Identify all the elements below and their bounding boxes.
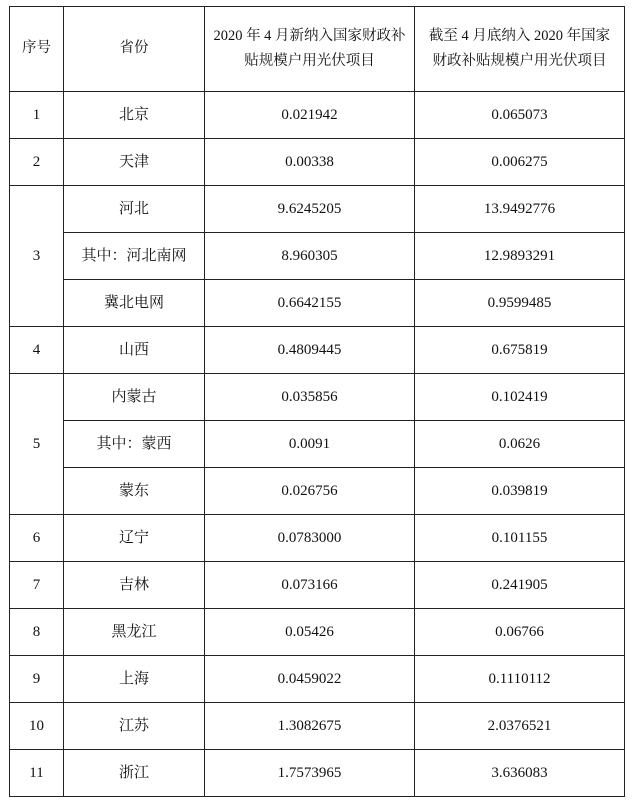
table-row [10,468,625,515]
new-april-cell: 0.00338 [205,139,415,186]
cumulative-cell: 3.636083 [415,750,625,797]
table-row [10,186,625,233]
new-april-cell: 9.6245205 [205,186,415,233]
cumulative-cell: 0.102419 [415,374,625,421]
province-cell: 北京 [64,92,205,139]
new-april-cell: 0.021942 [205,92,415,139]
header-province: 省份 [64,7,205,92]
new-april-cell: 0.073166 [205,562,415,609]
new-april-cell: 8.960305 [205,233,415,280]
new-april-cell: 0.035856 [205,374,415,421]
cumulative-cell: 12.9893291 [415,233,625,280]
table-row [10,562,625,609]
table-row [10,656,625,703]
table-row [10,750,625,797]
province-cell: 天津 [64,139,205,186]
province-cell: 河北 [64,186,205,233]
table-row [10,421,625,468]
cumulative-cell: 0.675819 [415,327,625,374]
province-cell: 辽宁 [64,515,205,562]
row-index-cell: 6 [10,515,64,562]
cumulative-cell: 0.241905 [415,562,625,609]
province-cell: 冀北电网 [64,280,205,327]
province-cell: 山西 [64,327,205,374]
cumulative-cell: 13.9492776 [415,186,625,233]
cumulative-cell: 0.065073 [415,92,625,139]
province-cell: 江苏 [64,703,205,750]
header-row [10,7,625,92]
header-cumulative: 截至 4 月底纳入 2020 年国家财政补贴规模户用光伏项目 [415,7,625,92]
new-april-cell: 0.05426 [205,609,415,656]
province-cell: 其中：河北南网 [64,233,205,280]
cumulative-cell: 0.006275 [415,139,625,186]
header-index: 序号 [10,7,64,92]
new-april-cell: 0.6642155 [205,280,415,327]
cumulative-cell: 0.9599485 [415,280,625,327]
new-april-cell: 0.0459022 [205,656,415,703]
new-april-cell: 0.0783000 [205,515,415,562]
header-new-april: 2020 年 4 月新纳入国家财政补贴规模户用光伏项目 [205,7,415,92]
table-row [10,609,625,656]
row-index-cell: 7 [10,562,64,609]
row-index-cell: 1 [10,92,64,139]
province-cell: 内蒙古 [64,374,205,421]
row-index-cell: 10 [10,703,64,750]
table-row [10,374,625,421]
table-row [10,233,625,280]
province-cell: 吉林 [64,562,205,609]
cumulative-cell: 0.039819 [415,468,625,515]
table-row [10,515,625,562]
pv-subsidy-table [9,6,625,797]
row-index-cell: 9 [10,656,64,703]
cumulative-cell: 2.0376521 [415,703,625,750]
new-april-cell: 0.0091 [205,421,415,468]
row-index-cell: 3 [10,186,64,327]
province-cell: 浙江 [64,750,205,797]
cumulative-cell: 0.101155 [415,515,625,562]
new-april-cell: 1.7573965 [205,750,415,797]
cumulative-cell: 0.06766 [415,609,625,656]
table-row [10,703,625,750]
table-body [10,92,625,797]
table-row [10,139,625,186]
table-row [10,92,625,139]
province-cell: 黑龙江 [64,609,205,656]
new-april-cell: 0.026756 [205,468,415,515]
new-april-cell: 0.4809445 [205,327,415,374]
row-index-cell: 5 [10,374,64,515]
province-cell: 上海 [64,656,205,703]
new-april-cell: 1.3082675 [205,703,415,750]
row-index-cell: 2 [10,139,64,186]
province-cell: 蒙东 [64,468,205,515]
table-row [10,280,625,327]
table-row [10,327,625,374]
row-index-cell: 4 [10,327,64,374]
row-index-cell: 11 [10,750,64,797]
document-page [9,6,625,797]
cumulative-cell: 0.1110112 [415,656,625,703]
row-index-cell: 8 [10,609,64,656]
cumulative-cell: 0.0626 [415,421,625,468]
province-cell: 其中：蒙西 [64,421,205,468]
